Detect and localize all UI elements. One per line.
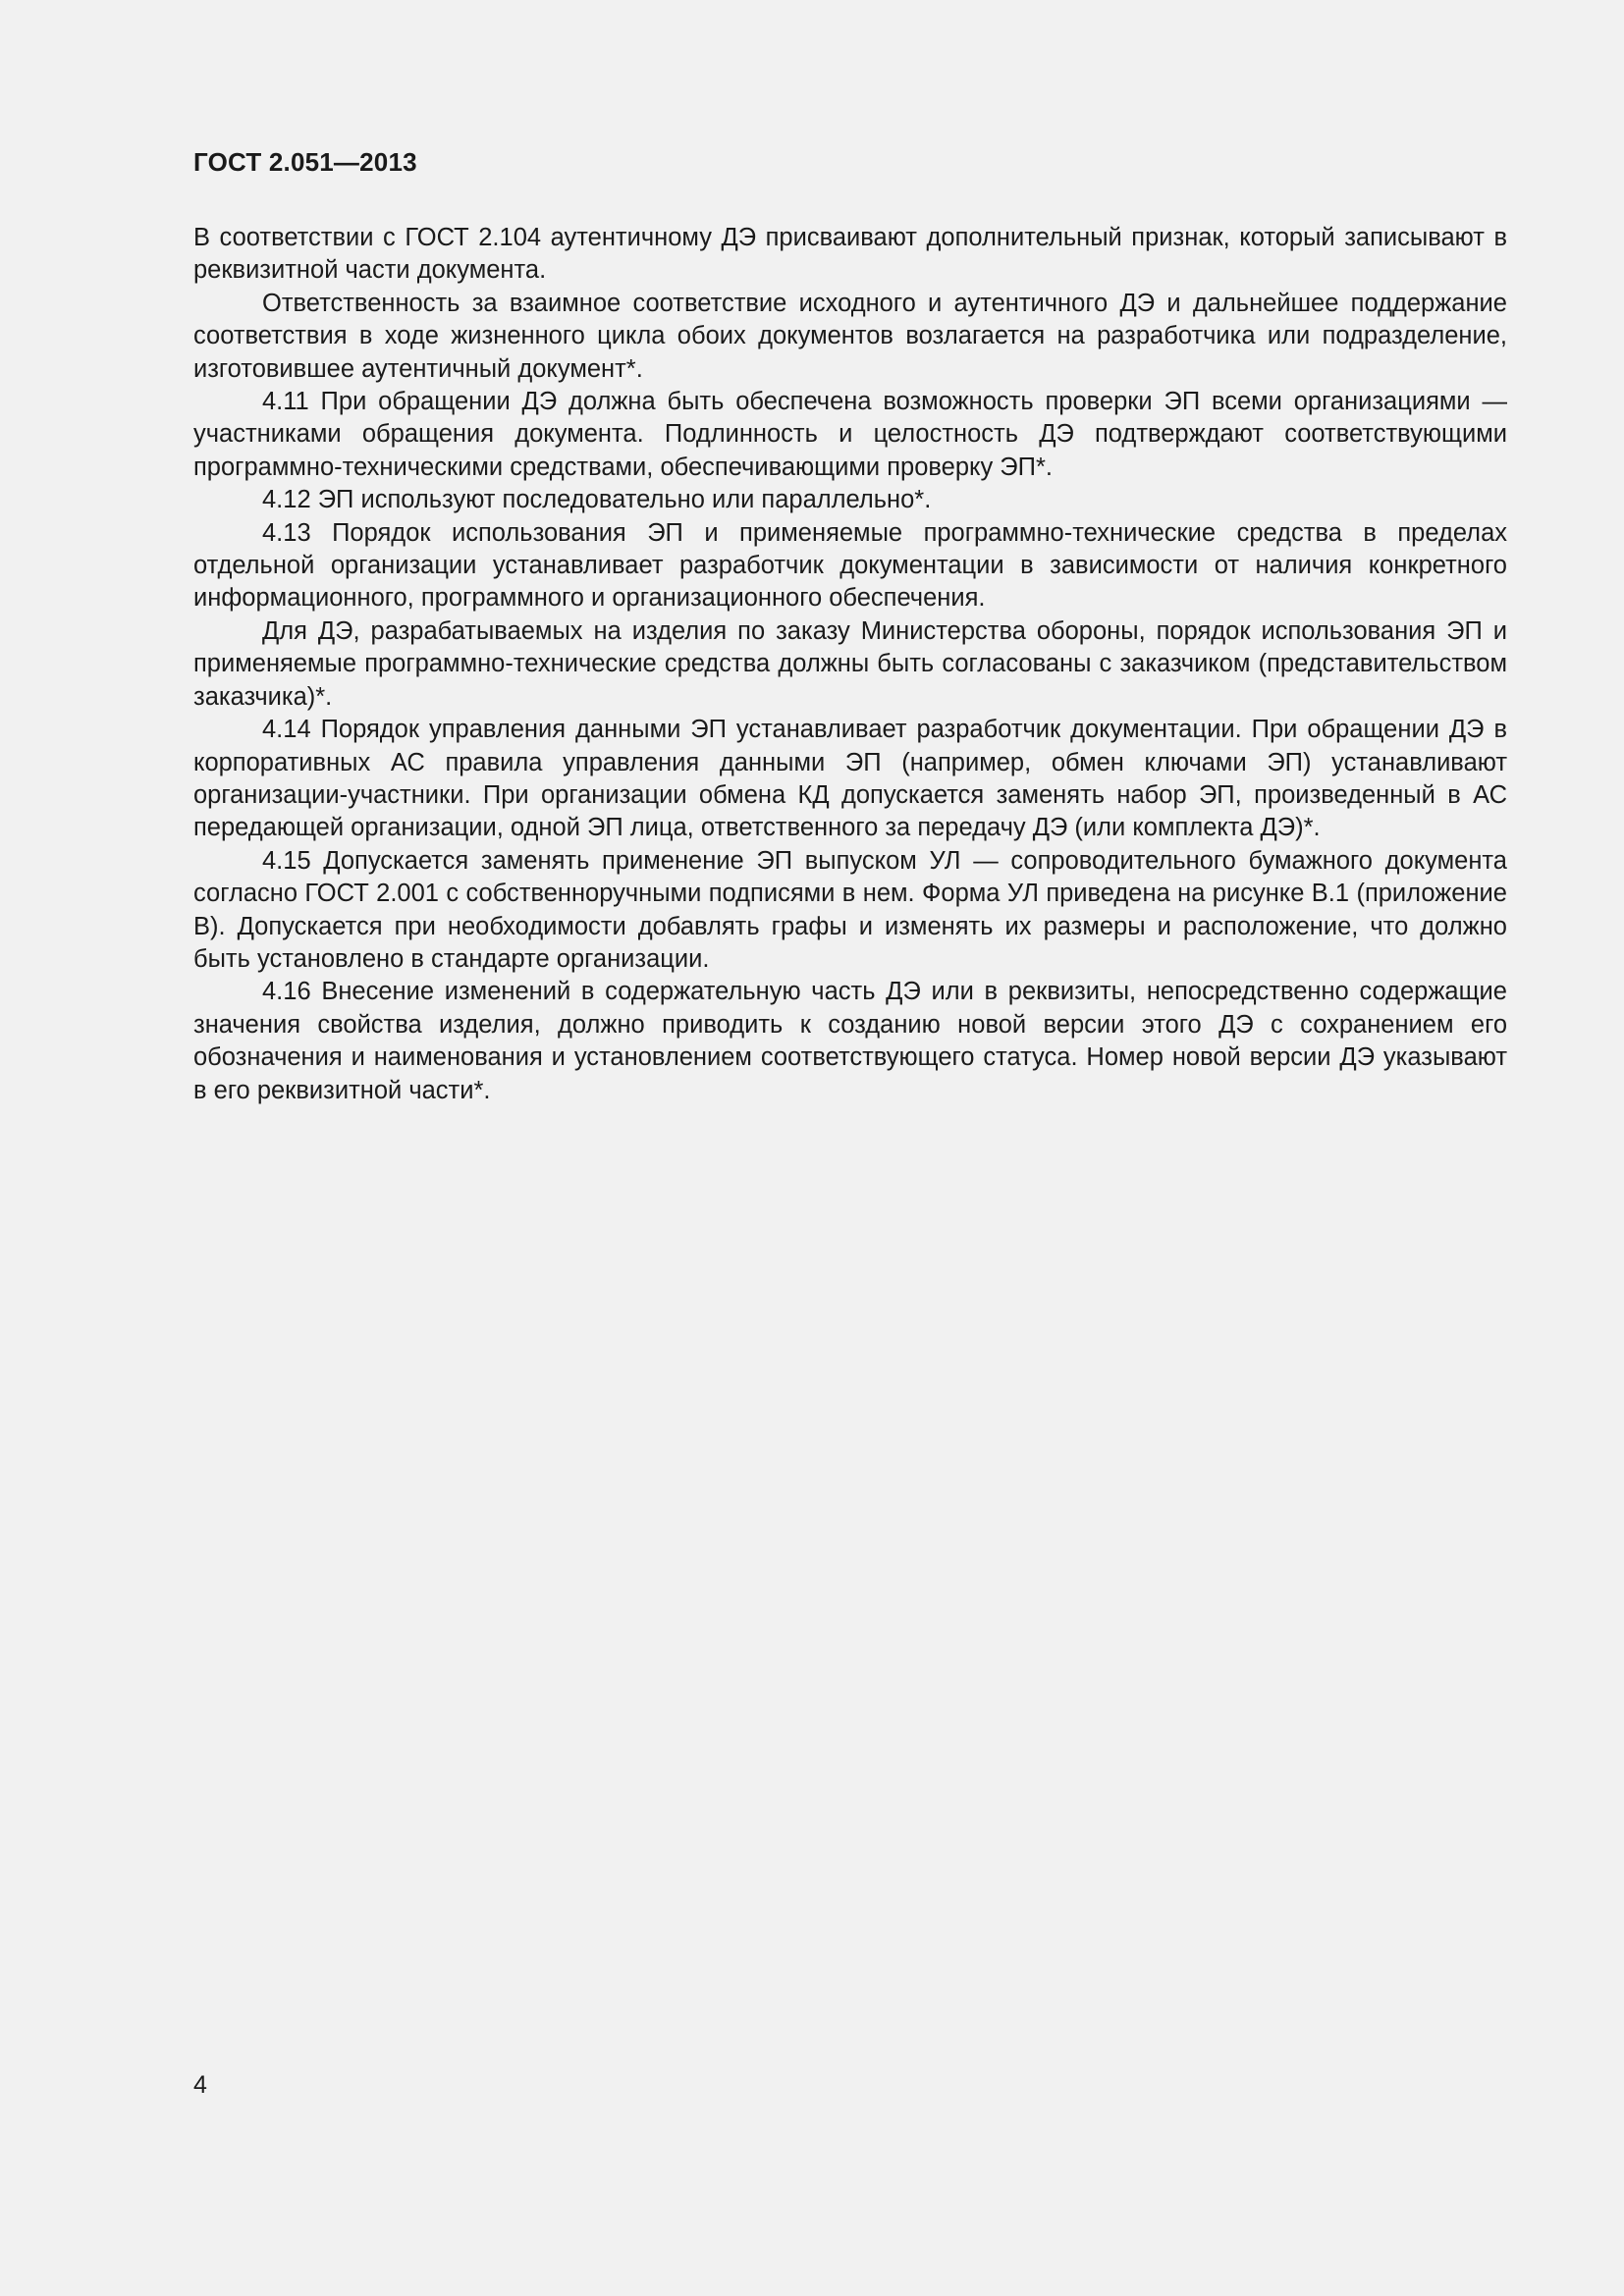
paragraph: В соответствии с ГОСТ 2.104 аутентичному ДЭ присваивают дополнительный признак, который записывают в реквизитной части документа.	[193, 224, 1507, 285]
clause-4-11: 4.11 При обращении ДЭ должна быть обеспечена возможность проверки ЭП всеми организациями — участниками обращения документа. Подлинность и целостность ДЭ подтверждают соответствующими программно-техническими средствами, обеспечивающими проверку ЭП*.	[193, 388, 1507, 481]
clause-4-12: 4.12 ЭП используют последовательно или параллельно*.	[262, 486, 932, 514]
clause-4-15: 4.15 Допускается заменять применение ЭП выпуском УЛ — сопроводительного бумажного документа согласно ГОСТ 2.001 с собственноручными подписями в нем. Форма УЛ приведена на рисунке В.1 (приложение В). Допускается при необходимости добавлять графы и изменять их размеры и расположение, что должно быть установлено в стандарте организации.	[193, 846, 1507, 973]
page-number: 4	[193, 2071, 207, 2099]
clause-4-13: 4.13 Порядок использования ЭП и применяемые программно-технические средства в пределах отдельной организации устанавливает разработчик документации в зависимости от наличия конкретного информационного, программного и организационного обеспечения.	[193, 518, 1507, 613]
paragraph: Для ДЭ, разрабатываемых на изделия по заказу Министерства обороны, порядок использования ЭП и применяемые программно-технические средства должны быть согласованы с заказчиком (представительством заказчика)*.	[193, 616, 1507, 711]
standard-designation: ГОСТ 2.051—2013	[193, 147, 417, 177]
paragraph: Ответственность за взаимное соответствие исходного и аутентичного ДЭ и дальнейшее поддержание соответствия в ходе жизненного цикла обоих документов возлагается на разработчика или подразделение, изготовившее аутентичный документ*.	[193, 289, 1507, 383]
clause-4-16: 4.16 Внесение изменений в содержательную часть ДЭ или в реквизиты, непосредственно содержащие значения свойства изделия, должно приводить к созданию новой версии этого ДЭ с сохранением его обозначения и наименования и установлением соответствующего статуса. Номер новой версии ДЭ указывают в его реквизитной части*.	[193, 978, 1507, 1104]
clause-4-14: 4.14 Порядок управления данными ЭП устанавливает разработчик документации. При обращении ДЭ в корпоративных АС правила управления данными ЭП (например, обмен ключами ЭП) устанавливают организации-участники. При организации обмена КД допускается заменять набор ЭП, произведенный в АС передающей организации, одной ЭП лица, ответственного за передачу ДЭ (или комплекта ДЭ)*.	[193, 716, 1507, 842]
document-body	[193, 222, 1507, 1107]
